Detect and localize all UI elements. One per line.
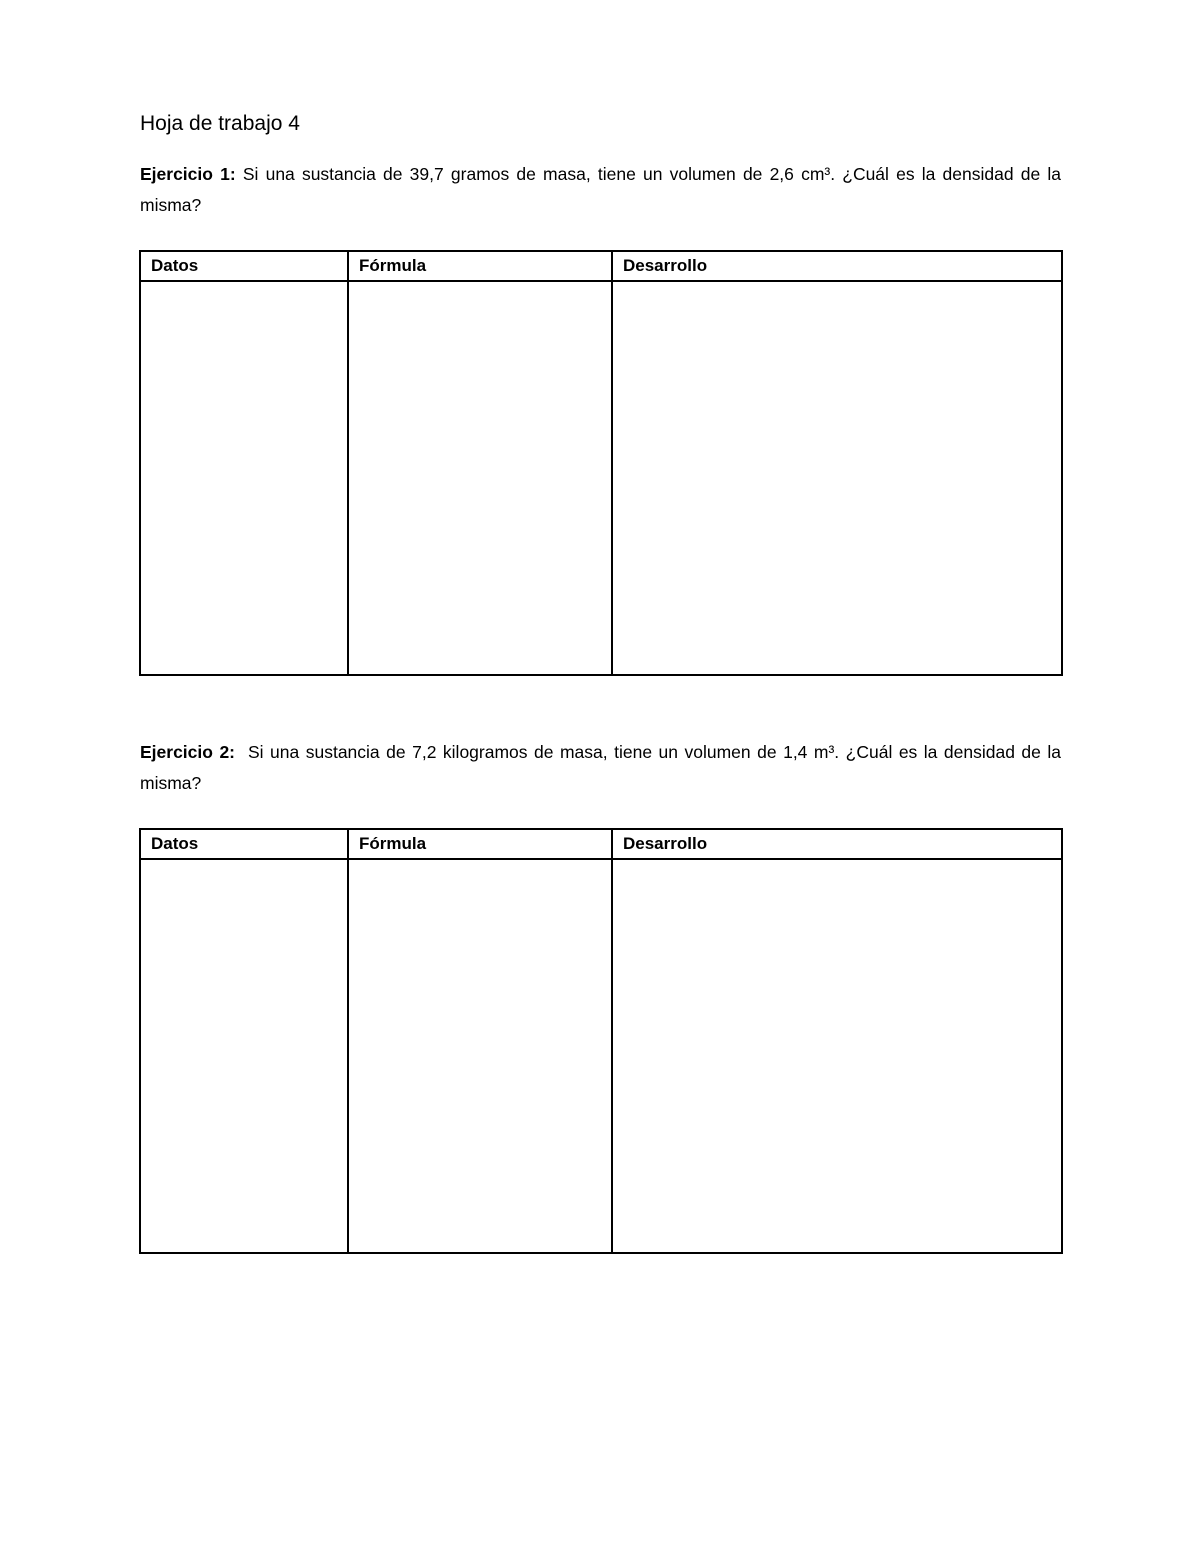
exercise-1-table <box>139 250 1063 676</box>
table-answer-row <box>140 859 1062 1253</box>
desarrollo-answer-cell[interactable] <box>612 281 1062 675</box>
table-header-row <box>140 829 1062 859</box>
header-datos: Datos <box>140 251 348 281</box>
formula-answer-cell[interactable] <box>348 859 612 1253</box>
exercise-2-table <box>139 828 1063 1254</box>
exercise-1-label: Ejercicio 1: <box>140 164 236 184</box>
table-header-row <box>140 251 1062 281</box>
formula-answer-cell[interactable] <box>348 281 612 675</box>
exercise-2-statement <box>140 737 1066 799</box>
header-datos: Datos <box>140 829 348 859</box>
header-desarrollo: Desarrollo <box>612 829 1062 859</box>
exercise-2-text: Si una sustancia de 7,2 kilogramos de masa, tiene un volumen de 1,4 m³. ¿Cuál es la densidad de la misma? <box>140 742 1066 793</box>
header-formula: Fórmula <box>348 251 612 281</box>
page-title: Hoja de trabajo 4 <box>140 112 300 135</box>
exercise-1-text: Si una sustancia de 39,7 gramos de masa, tiene un volumen de 2,6 cm³. ¿Cuál es la densidad de la misma? <box>140 164 1061 215</box>
exercise-1-statement <box>140 159 1061 221</box>
desarrollo-answer-cell[interactable] <box>612 859 1062 1253</box>
exercise-2-label: Ejercicio 2: <box>140 742 236 762</box>
datos-answer-cell[interactable] <box>140 281 348 675</box>
header-desarrollo: Desarrollo <box>612 251 1062 281</box>
datos-answer-cell[interactable] <box>140 859 348 1253</box>
header-formula: Fórmula <box>348 829 612 859</box>
table-answer-row <box>140 281 1062 675</box>
